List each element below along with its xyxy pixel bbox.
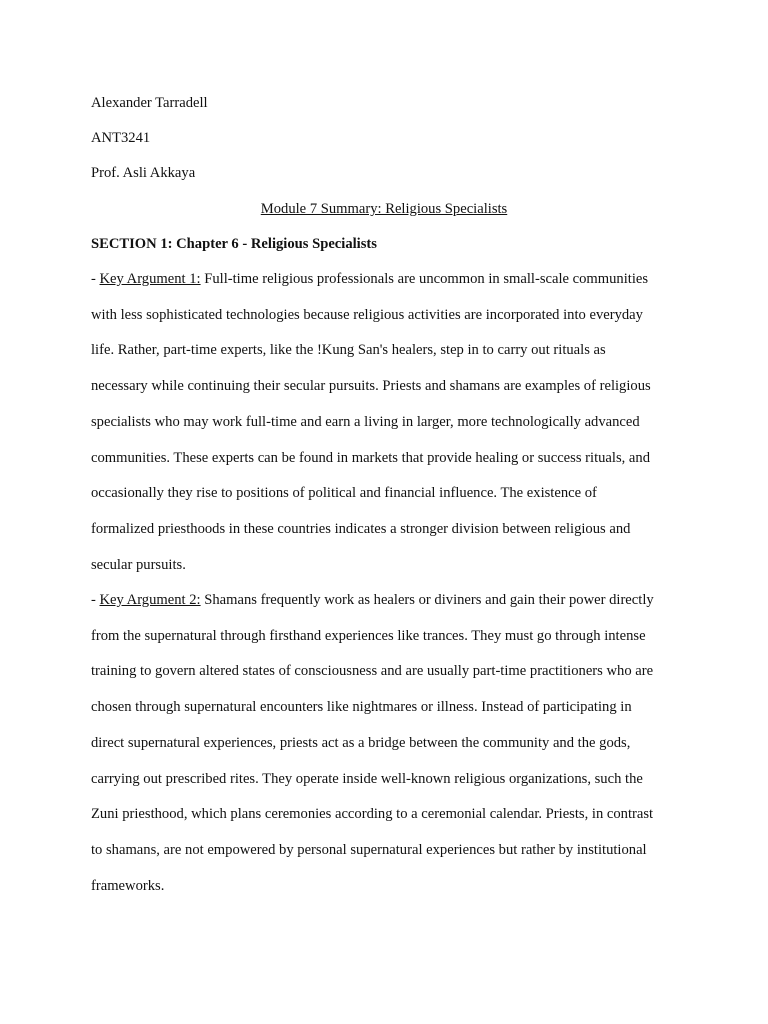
paragraph-line [91, 262, 681, 298]
paragraph-line: life. Rather, part-time experts, like the !Kung San's healers, step in to carry out rituals as [91, 342, 606, 359]
paragraph-text: Full-time religious professionals are uncommon in small-scale communities [200, 271, 649, 287]
document-title: Module 7 Summary: Religious Specialists [260, 201, 508, 217]
paragraph-line: specialists who may work full-time and earn a living in larger, more technologically advanced [91, 413, 640, 430]
paragraph-line: secular pursuits. [91, 556, 186, 573]
bullet-prefix: - [91, 271, 100, 287]
paragraph-line: carrying out prescribed rites. They operate inside well-known religious organizations, such the [91, 770, 643, 787]
paragraph-line: formalized priesthoods in these countries indicates a stronger division between religious and [91, 520, 631, 537]
paragraph-line [91, 583, 681, 619]
paragraph-line: frameworks. [91, 877, 165, 894]
paragraph-line: training to govern altered states of consciousness and are usually part-time practitioners who are [91, 663, 654, 680]
author-name: Alexander Tarradell [91, 95, 208, 111]
paragraph-text: Shamans frequently work as healers or diviners and gain their power directly [200, 592, 654, 608]
paragraph-line: direct supernatural experiences, priests act as a bridge between the community and the gods, [91, 734, 631, 751]
professor-name: Prof. Asli Akkaya [91, 165, 196, 181]
argument-label: Key Argument 2: [99, 592, 201, 608]
paragraph-line: occasionally they rise to positions of political and financial influence. The existence of [91, 485, 597, 502]
paragraph-line: from the supernatural through firsthand experiences like trances. They must go through intense [91, 627, 646, 644]
paragraph-line: Zuni priesthood, which plans ceremonies according to a ceremonial calendar. Priests, in contrast [91, 806, 654, 823]
paragraph-line: chosen through supernatural encounters like nightmares or illness. Instead of participating in [91, 699, 632, 716]
course-code: ANT3241 [91, 130, 151, 146]
paragraph-line: with less sophisticated technologies because religious activities are incorporated into everyday [91, 306, 643, 323]
key-argument-1 [91, 262, 681, 583]
paragraph-line: necessary while continuing their secular pursuits. Priests and shamans are examples of religious [91, 378, 651, 395]
key-argument-2 [91, 583, 681, 904]
bullet-prefix: - [91, 592, 100, 608]
argument-label: Key Argument 1: [99, 271, 201, 287]
paragraph-line: to shamans, are not empowered by personal supernatural experiences but rather by institutional [91, 841, 647, 858]
paragraph-line: communities. These experts can be found in markets that provide healing or success rituals, and [91, 449, 651, 466]
section-heading: SECTION 1: Chapter 6 - Religious Specialists [91, 236, 377, 252]
